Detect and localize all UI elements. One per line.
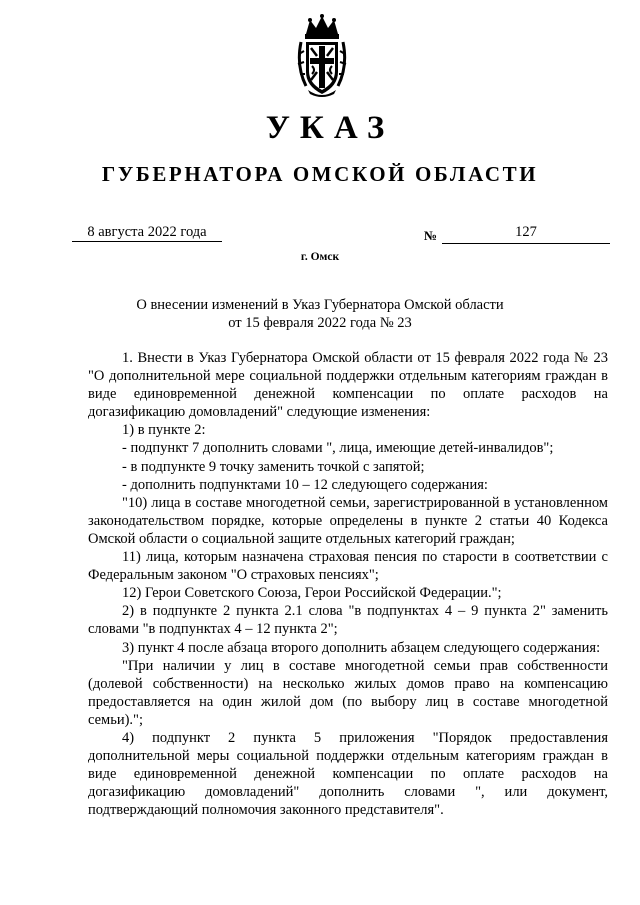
document-number-field (424, 226, 610, 244)
coat-of-arms-icon (296, 14, 348, 98)
body-paragraph: 2) в подпункте 2 пункта 2.1 слова "в подпунктах 4 – 9 пункта 2" заменить словами "в подпунктах 4 – 12 пункта 2"; (88, 603, 608, 638)
body-paragraph: 1) в пункте 2: (122, 422, 206, 439)
document-body (88, 349, 608, 819)
body-paragraph: "10) лица в составе многодетной семьи, зарегистрированной в установленном законодательством порядке, которые определены в пункте 2 статьи 40 Кодекса Омской области о социальной защите отдельных категорий граждан; (88, 494, 608, 547)
body-paragraph: - в подпункте 9 точку заменить точкой с запятой; (122, 458, 425, 475)
document-city: г. Омск (300, 251, 340, 263)
document-title: УКАЗ (265, 110, 395, 146)
document-subject (100, 296, 540, 332)
body-paragraph: 12) Герои Советского Союза, Герои Российской Федерации."; (122, 585, 502, 602)
body-paragraph: - подпункт 7 дополнить словами ", лица, имеющие детей-инвалидов"; (122, 440, 554, 457)
body-paragraph: 3) пункт 4 после абзаца второго дополнить абзацем следующего содержания: (122, 639, 601, 656)
body-paragraph: 4) подпункт 2 пункта 5 приложения "Порядок предоставления дополнительной меры социальной поддержки отдельным категориям граждан в виде единовременной денежной компенсации по оплате расходов на догазификацию домовладений" дополнить словами ", или документ, подтверждающий полномочия законного представителя". (88, 729, 608, 819)
document-date: 8 августа 2022 года (72, 224, 222, 242)
subject-line-1: О внесении изменений в Указ Губернатора Омской области (136, 297, 504, 313)
number-sign: № (424, 228, 438, 243)
body-paragraph: 1. Внести в Указ Губернатора Омской области от 15 февраля 2022 года № 23 "О дополнительной мере социальной поддержки отдельным категориям граждан в виде единовременной денежной компенсации по оплате расходов на догазификацию домовладений" следующие изменения: (88, 350, 608, 421)
body-paragraph: 11) лица, которым назначена страховая пенсия по старости в соответствии с Федеральным законом "О страховых пенсиях"; (88, 549, 608, 584)
body-paragraph: - дополнить подпунктами 10 – 12 следующего содержания: (122, 476, 488, 493)
document-number: 127 (515, 224, 537, 240)
number-underline (442, 243, 610, 244)
subject-line-2: от 15 февраля 2022 года № 23 (228, 315, 412, 331)
body-paragraph: "При наличии у лиц в составе многодетной семьи прав собственности (долевой собственности) на несколько жилых домов право на компенсацию предоставляется на один жилой дом (по выбору лиц в составе многодетной семьи)."; (88, 657, 608, 728)
document-subtitle: ГУБЕРНАТОРА ОМСКОЙ ОБЛАСТИ (101, 162, 539, 186)
